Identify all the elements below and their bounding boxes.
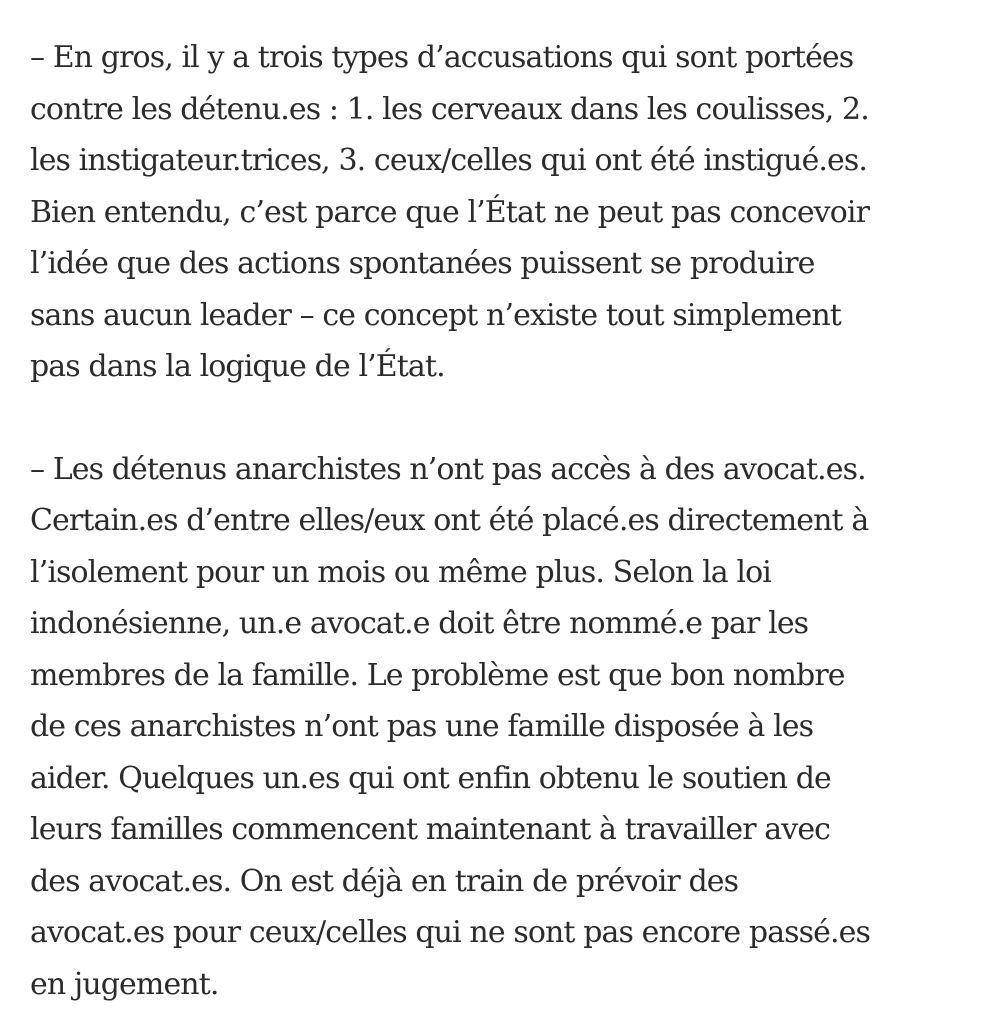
paragraph-lawyers xyxy=(30,444,970,1011)
text-line: pas dans la logique de l’État. xyxy=(30,349,445,384)
text-line: membres de la famille. Le problème est que bon nombre xyxy=(30,657,845,693)
text-line: l’idée que des actions spontanées puissent se produire xyxy=(30,246,815,281)
text-line: aider. Quelques un.es qui ont enfin obtenu le soutien de xyxy=(30,760,831,796)
article-body xyxy=(30,32,970,1010)
text-line: indonésienne, un.e avocat.e doit être nommé.e par les xyxy=(30,606,809,641)
text-line: leurs familles commencent maintenant à travailler avec xyxy=(30,812,831,847)
text-line: contre les détenu.es : 1. les cerveaux dans les coulisses, 2. xyxy=(30,91,869,127)
text-line: de ces anarchistes n’ont pas une famille disposée à les xyxy=(30,709,814,744)
text-line: les instigateur.trices, 3. ceux/celles qui ont été instigué.es. xyxy=(30,143,868,178)
text-line: – Les détenus anarchistes n’ont pas accès à des avocat.es. xyxy=(30,451,866,487)
text-line: – En gros, il y a trois types d’accusations qui sont portées xyxy=(30,40,854,75)
text-line: avocat.es pour ceux/celles qui ne sont pas encore passé.es xyxy=(30,915,871,950)
paragraph-accusations xyxy=(30,32,970,393)
text-line: en jugement. xyxy=(30,966,219,1002)
text-line: des avocat.es. On est déjà en train de prévoir des xyxy=(30,863,739,899)
text-line: Bien entendu, c’est parce que l’État ne peut pas concevoir xyxy=(30,194,870,230)
text-line: Certain.es d’entre elles/eux ont été placé.es directement à xyxy=(30,503,869,538)
text-line: sans aucun leader – ce concept n’existe tout simplement xyxy=(30,297,841,333)
text-line: l’isolement pour un mois ou même plus. Selon la loi xyxy=(30,554,771,590)
